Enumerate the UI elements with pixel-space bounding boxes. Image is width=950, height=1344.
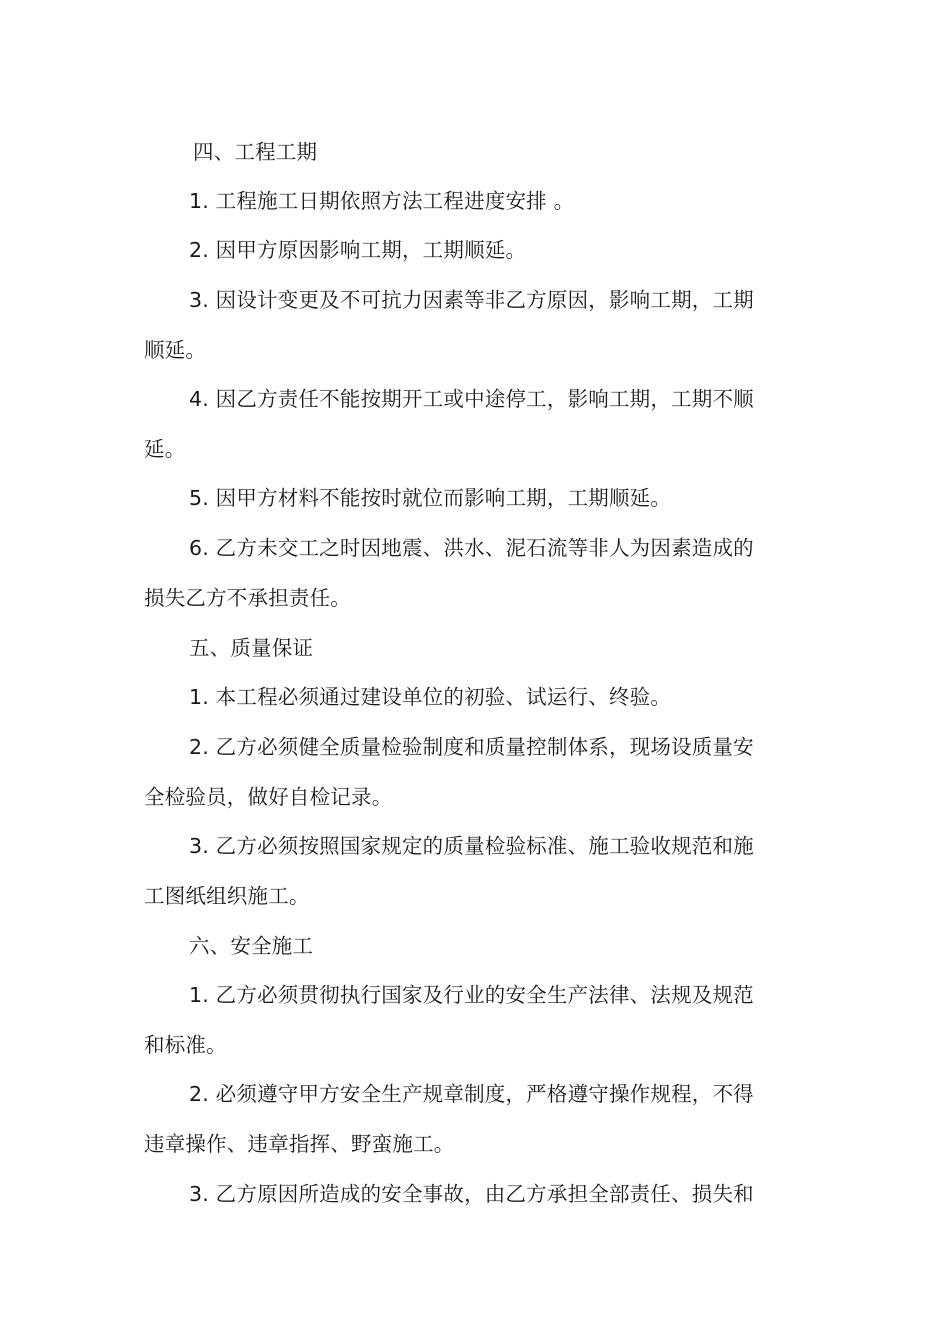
paragraph-continuation: 损失乙方不承担责任。	[144, 586, 351, 610]
paragraph-continuation: 违章操作、违章指挥、野蛮施工。	[144, 1132, 455, 1156]
paragraph-continuation: 和标准。	[144, 1033, 227, 1057]
paragraph-line: 6. 乙方未交工之时因地震、洪水、泥石流等非人为因素造成的	[189, 536, 754, 560]
paragraph-line: 3. 乙方原因所造成的安全事故，由乙方承担全部责任、损失和	[189, 1182, 754, 1206]
paragraph-line: 2. 必须遵守甲方安全生产规章制度，严格遵守操作规程，不得	[189, 1082, 754, 1106]
paragraph-line: 1. 工程施工日期依照方法工程进度安排 。	[189, 189, 575, 213]
paragraph-line: 3. 因设计变更及不可抗力因素等非乙方原因，影响工期，工期	[189, 288, 754, 312]
paragraph-continuation: 全检验员，做好自检记录。	[144, 785, 393, 809]
paragraph-line: 2. 因甲方原因影响工期，工期顺延。	[189, 238, 527, 262]
paragraph-line: 4. 因乙方责任不能按期开工或中途停工，影响工期，工期不顺	[189, 387, 754, 411]
section-heading: 六、安全施工	[189, 934, 314, 958]
paragraph-line: 3. 乙方必须按照国家规定的质量检验标准、施工验收规范和施	[189, 834, 754, 858]
paragraph-continuation: 顺延。	[144, 338, 207, 362]
section-heading: 五、质量保证	[189, 636, 314, 660]
paragraph-continuation: 延。	[144, 437, 186, 461]
paragraph-line: 1. 本工程必须通过建设单位的初验、试运行、终验。	[189, 685, 672, 709]
section-heading: 四、工程工期	[193, 140, 318, 164]
paragraph-line: 2. 乙方必须健全质量检验制度和质量控制体系，现场设质量安	[189, 735, 754, 759]
paragraph-continuation: 工图纸组织施工。	[144, 884, 310, 908]
paragraph-line: 5. 因甲方材料不能按时就位而影响工期，工期顺延。	[189, 486, 672, 510]
paragraph-line: 1. 乙方必须贯彻执行国家及行业的安全生产法律、法规及规范	[189, 983, 754, 1007]
